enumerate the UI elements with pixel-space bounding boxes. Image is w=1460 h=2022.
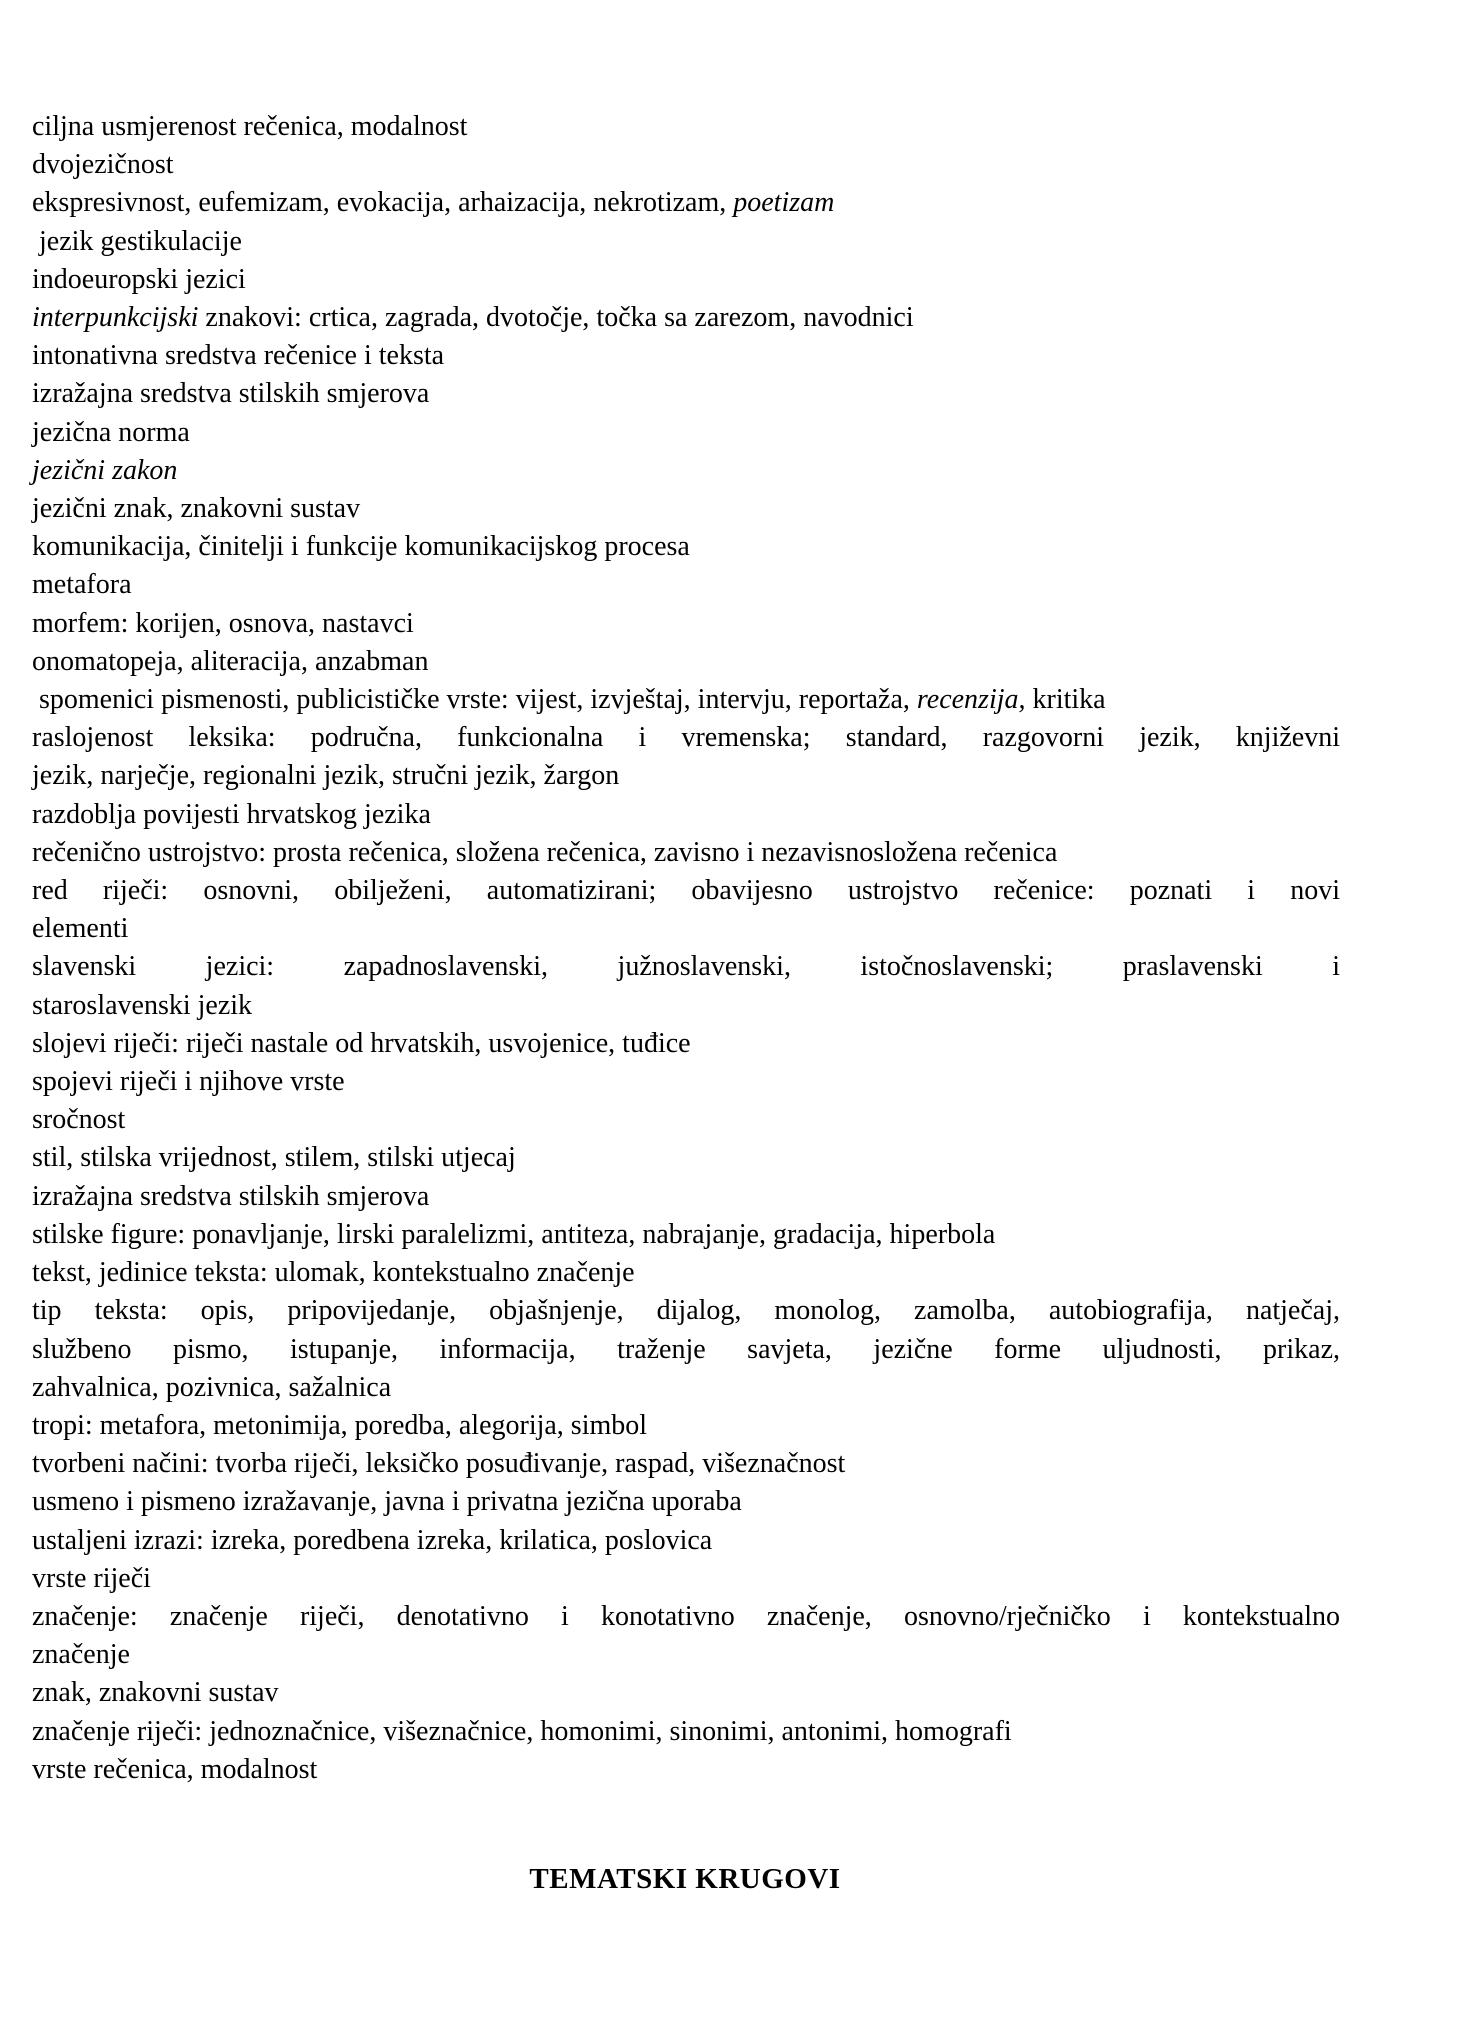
term-line: elementi — [32, 913, 129, 945]
term-line — [32, 299, 1340, 337]
term-line: usmeno i pismeno izražavanje, javna i privatna jezična uporaba — [32, 1486, 742, 1518]
term-line: dvojezičnost — [32, 149, 174, 181]
term-italic: interpunkcijski — [32, 302, 199, 334]
term-line: značenje: značenje riječi, denotativno i konotativno značenje, osnovno/rječničko i kontekstualno — [32, 1600, 1340, 1632]
term-line: tip teksta: opis, pripovijedanje, objašnjenje, dijalog, monolog, zamolba, autobiografija, natječaj, — [32, 1295, 1340, 1327]
term-line — [32, 681, 1340, 719]
term-text: ekspresivnost, eufemizam, evokacija, arhaizacija, nekrotizam, — [32, 187, 734, 219]
term-line: izražajna sredstva stilskih smjerova — [32, 1180, 430, 1212]
term-line: izražajna sredstva stilskih smjerova — [32, 378, 430, 410]
term-text: spomenici pismenosti, publicističke vrste: vijest, izvještaj, intervju, reportaža, — [32, 684, 917, 716]
term-line: raslojenost leksika: područna, funkcionalna i vremenska; standard, razgovorni jezik, književni — [32, 722, 1340, 754]
term-line: ustaljeni izrazi: izreka, poredbena izreka, krilatica, poslovica — [32, 1524, 713, 1556]
term-text: kritika — [1025, 684, 1106, 716]
term-line: stilske figure: ponavljanje, lirski paralelizmi, antiteza, nabrajanje, gradacija, hiperbola — [32, 1218, 996, 1250]
term-line: razdoblja povijesti hrvatskog jezika — [32, 798, 431, 830]
term-line — [32, 452, 1340, 490]
term-line — [32, 184, 1340, 222]
term-line: jezik gestikulacije — [32, 225, 242, 257]
term-italic: recenzija, — [916, 684, 1026, 716]
term-line: vrste rečenica, modalnost — [32, 1753, 318, 1785]
term-line: red riječi: osnovni, obilježeni, automatizirani; obavijesno ustrojstvo rečenice: poznati i novi — [32, 875, 1340, 907]
term-italic: poetizam — [733, 187, 835, 219]
term-line: jezična norma — [32, 416, 190, 448]
term-line: slojevi riječi: riječi nastale od hrvatskih, usvojenice, tuđice — [32, 1027, 691, 1059]
section-title: TEMATSKI KRUGOVI — [529, 1863, 841, 1895]
term-line: znak, znakovni sustav — [32, 1677, 279, 1709]
term-line: sročnost — [32, 1104, 126, 1136]
term-line: jezik, narječje, regionalni jezik, stručni jezik, žargon — [32, 760, 620, 792]
term-line: komunikacija, činitelji i funkcije komunikacijskog procesa — [32, 531, 690, 563]
term-line: slavenski jezici: zapadnoslavenski, južnoslavenski, istočnoslavenski; praslavenski i — [32, 951, 1340, 983]
term-line: značenje — [32, 1639, 130, 1671]
term-line: metafora — [32, 569, 132, 601]
term-line: rečenično ustrojstvo: prosta rečenica, složena rečenica, zavisno i nezavisnosložena rečenica — [32, 836, 1058, 868]
term-line: zahvalnica, pozivnica, sažalnica — [32, 1371, 392, 1403]
term-line: jezični znak, znakovni sustav — [32, 493, 361, 525]
term-line: ciljna usmjerenost rečenica, modalnost — [32, 111, 468, 142]
term-text: znakovi: crtica, zagrada, dvotočje, točka sa zarezom, navodnici — [198, 302, 914, 334]
term-line: onomatopeja, aliteracija, anzabman — [32, 645, 429, 677]
term-line: indoeuropski jezici — [32, 263, 246, 295]
term-line: tekst, jedinice teksta: ulomak, kontekstualno značenje — [32, 1257, 635, 1289]
term-line: morfem: korijen, osnova, nastavci — [32, 607, 414, 639]
term-list — [32, 108, 1340, 1789]
term-line: vrste riječi — [32, 1562, 151, 1594]
term-line: službeno pismo, istupanje, informacija, traženje savjeta, jezične forme uljudnosti, prikaz, — [32, 1333, 1340, 1365]
term-line: značenje riječi: jednoznačnice, višeznačnice, homonimi, sinonimi, antonimi, homografi — [32, 1715, 1012, 1747]
term-line: tvorbeni načini: tvorba riječi, leksičko posuđivanje, raspad, višeznačnost — [32, 1448, 846, 1480]
term-italic: jezični zakon — [32, 454, 178, 486]
term-line: tropi: metafora, metonimija, poredba, alegorija, simbol — [32, 1409, 648, 1441]
term-line: staroslavenski jezik — [32, 989, 253, 1021]
term-line: spojevi riječi i njihove vrste — [32, 1066, 345, 1098]
term-line: intonativna sredstva rečenice i teksta — [32, 340, 445, 372]
term-line: stil, stilska vrijednost, stilem, stilski utjecaj — [32, 1142, 516, 1174]
